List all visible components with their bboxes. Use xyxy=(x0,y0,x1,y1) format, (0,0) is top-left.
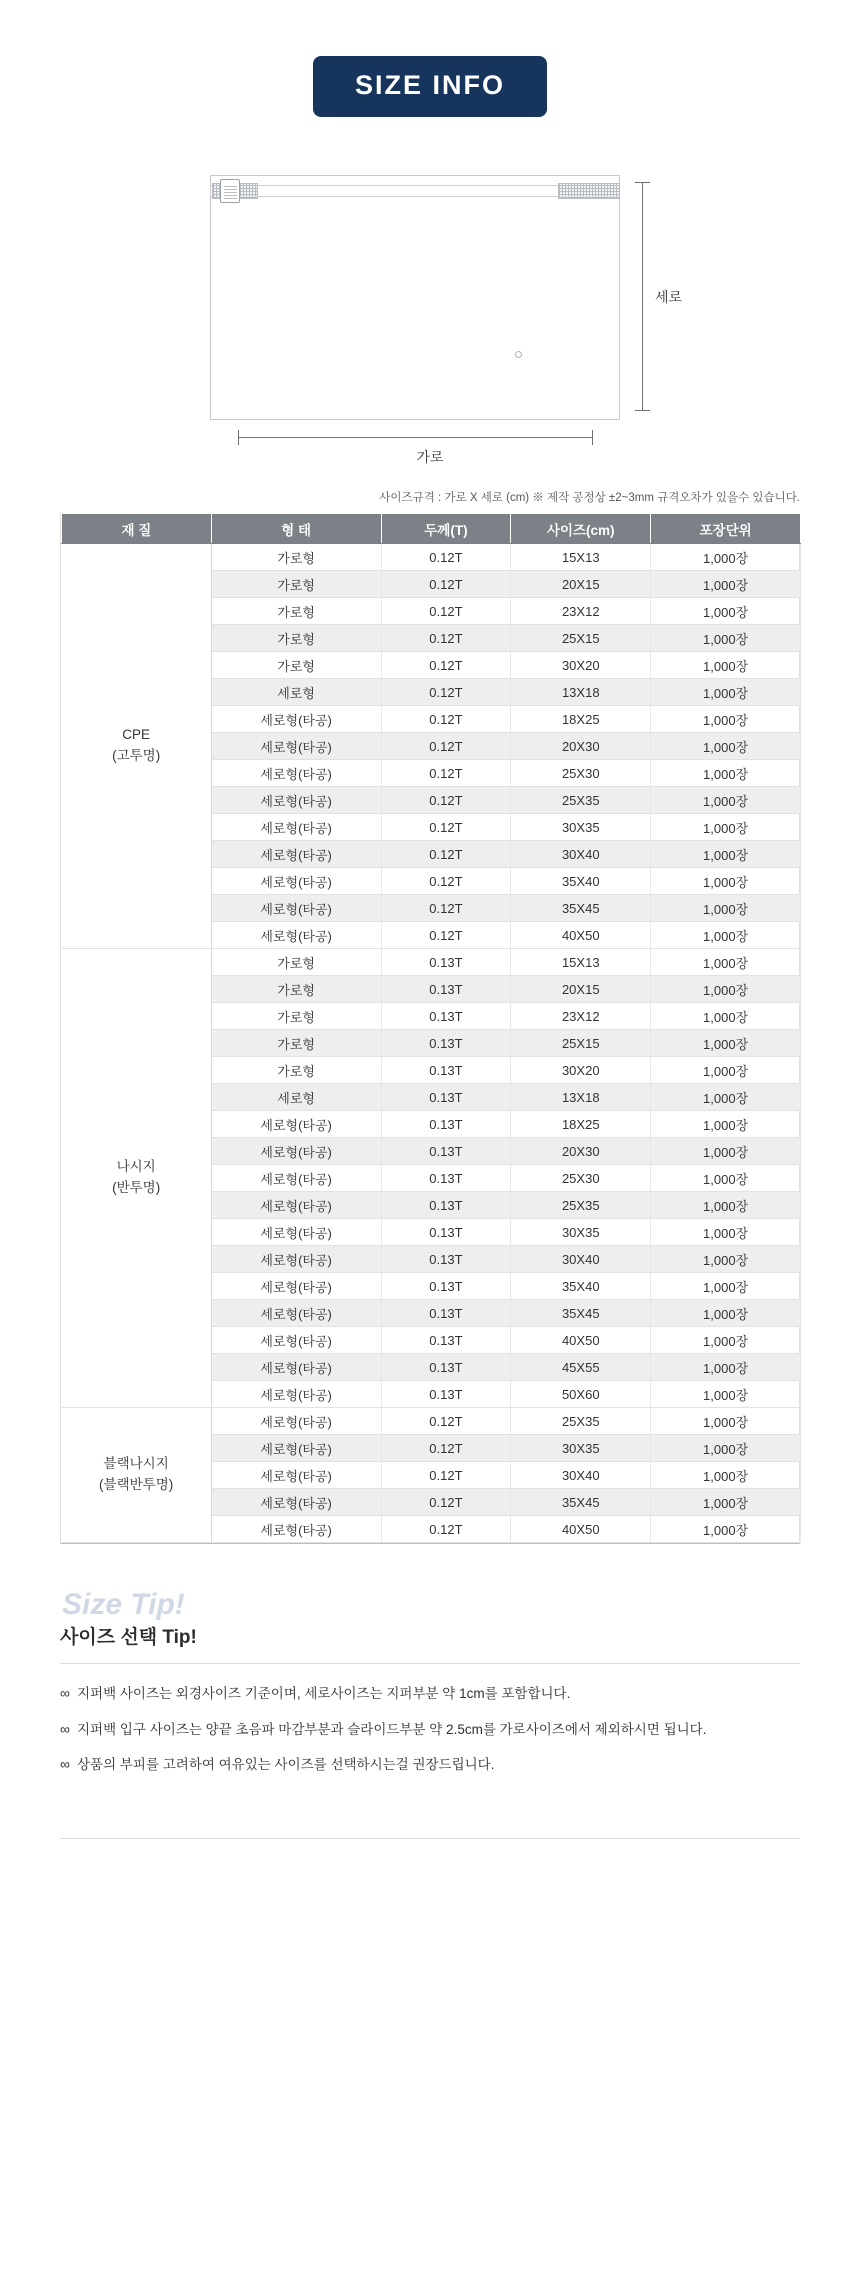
cell-thickness: 0.12T xyxy=(381,1435,511,1462)
cell-shape: 가로형 xyxy=(211,1057,381,1084)
table-row xyxy=(62,949,801,976)
cell-size: 40X50 xyxy=(511,1516,651,1543)
material-subname: (고투명) xyxy=(112,748,161,763)
cell-shape: 세로형(타공) xyxy=(211,1192,381,1219)
tip-item-text: 지퍼백 입구 사이즈는 양끝 초음파 마감부분과 슬라이드부분 약 2.5cm를 가로사이즈에서 제외하시면 됩니다. xyxy=(76,1721,707,1737)
cell-pack: 1,000장 xyxy=(651,679,801,706)
cell-shape: 세로형(타공) xyxy=(211,814,381,841)
size-note: 사이즈규격 : 가로 X 세로 (cm) ※ 제작 공정상 ±2~3mm 규격오차가 있을수 있습니다. xyxy=(379,492,800,504)
cell-shape: 가로형 xyxy=(211,1030,381,1057)
table-row xyxy=(62,1408,801,1435)
cell-pack: 1,000장 xyxy=(651,787,801,814)
cell-size: 15X13 xyxy=(511,949,651,976)
cell-pack: 1,000장 xyxy=(651,814,801,841)
cell-pack: 1,000장 xyxy=(651,706,801,733)
size-table xyxy=(61,513,801,1543)
cell-size: 35X45 xyxy=(511,895,651,922)
cell-size: 40X50 xyxy=(511,1327,651,1354)
tip-title: 사이즈 선택 Tip! xyxy=(60,1627,197,1648)
horizontal-dimension-label: 가로 xyxy=(416,449,444,465)
cell-size: 45X55 xyxy=(511,1354,651,1381)
cell-shape: 세로형(타공) xyxy=(211,1462,381,1489)
cell-thickness: 0.12T xyxy=(381,922,511,949)
tip-item xyxy=(60,1682,800,1705)
cell-size: 13X18 xyxy=(511,1084,651,1111)
cell-size: 25X30 xyxy=(511,1165,651,1192)
cell-size: 35X45 xyxy=(511,1489,651,1516)
cell-pack: 1,000장 xyxy=(651,625,801,652)
cell-thickness: 0.13T xyxy=(381,1057,511,1084)
col-shape: 형 태 xyxy=(211,514,381,544)
cell-size: 35X40 xyxy=(511,868,651,895)
zipper-slider-icon xyxy=(220,179,240,203)
cell-pack: 1,000장 xyxy=(651,1489,801,1516)
cell-thickness: 0.13T xyxy=(381,1381,511,1408)
cell-shape: 세로형(타공) xyxy=(211,1111,381,1138)
cell-shape: 세로형 xyxy=(211,1084,381,1111)
cell-size: 30X40 xyxy=(511,1462,651,1489)
cell-shape: 세로형(타공) xyxy=(211,1435,381,1462)
cell-material xyxy=(62,544,212,949)
cell-size: 20X30 xyxy=(511,1138,651,1165)
tip-item xyxy=(60,1718,800,1741)
infinity-bullet-icon: ∞ xyxy=(60,1685,70,1701)
cell-shape: 세로형(타공) xyxy=(211,922,381,949)
cell-material xyxy=(62,1408,212,1543)
zipper-hatch-right-icon xyxy=(558,183,620,199)
cell-shape: 가로형 xyxy=(211,625,381,652)
cell-thickness: 0.12T xyxy=(381,625,511,652)
cell-thickness: 0.12T xyxy=(381,1489,511,1516)
infinity-bullet-icon: ∞ xyxy=(60,1720,70,1737)
material-name: CPE xyxy=(122,727,151,743)
cell-thickness: 0.12T xyxy=(381,868,511,895)
cell-size: 35X40 xyxy=(511,1273,651,1300)
cell-size: 30X20 xyxy=(511,1057,651,1084)
cell-shape: 세로형(타공) xyxy=(211,1273,381,1300)
cell-thickness: 0.12T xyxy=(381,760,511,787)
cell-thickness: 0.13T xyxy=(381,1030,511,1057)
cell-size: 30X40 xyxy=(511,841,651,868)
cell-size: 25X35 xyxy=(511,787,651,814)
cell-size: 30X35 xyxy=(511,1219,651,1246)
cell-thickness: 0.13T xyxy=(381,1327,511,1354)
cell-pack: 1,000장 xyxy=(651,1084,801,1111)
cell-size: 20X15 xyxy=(511,976,651,1003)
cell-pack: 1,000장 xyxy=(651,1273,801,1300)
cell-size: 30X40 xyxy=(511,1246,651,1273)
cell-pack: 1,000장 xyxy=(651,1138,801,1165)
cell-pack: 1,000장 xyxy=(651,1408,801,1435)
page-header xyxy=(0,56,860,117)
cell-shape: 가로형 xyxy=(211,571,381,598)
cell-pack: 1,000장 xyxy=(651,895,801,922)
page-title: SIZE INFO xyxy=(313,56,547,117)
cell-shape: 가로형 xyxy=(211,1003,381,1030)
cell-size: 30X20 xyxy=(511,652,651,679)
cell-pack: 1,000장 xyxy=(651,868,801,895)
cell-size: 25X35 xyxy=(511,1192,651,1219)
cell-pack: 1,000장 xyxy=(651,1354,801,1381)
cell-thickness: 0.12T xyxy=(381,1516,511,1543)
material-name: 블랙나시지 xyxy=(103,1456,169,1472)
cell-size: 25X15 xyxy=(511,1030,651,1057)
cell-pack: 1,000장 xyxy=(651,1219,801,1246)
cell-thickness: 0.12T xyxy=(381,841,511,868)
cell-size: 20X15 xyxy=(511,571,651,598)
cell-shape: 세로형(타공) xyxy=(211,868,381,895)
cell-size: 23X12 xyxy=(511,598,651,625)
cell-pack: 1,000장 xyxy=(651,1300,801,1327)
cell-thickness: 0.13T xyxy=(381,1192,511,1219)
size-table-wrapper xyxy=(60,513,800,1544)
cell-pack: 1,000장 xyxy=(651,1057,801,1084)
cell-shape: 세로형(타공) xyxy=(211,1327,381,1354)
cell-pack: 1,000장 xyxy=(651,760,801,787)
cell-pack: 1,000장 xyxy=(651,1516,801,1543)
cell-thickness: 0.13T xyxy=(381,1273,511,1300)
tip-divider xyxy=(60,1663,800,1664)
cell-shape: 세로형(타공) xyxy=(211,1408,381,1435)
tip-ghost-label: Size Tip! xyxy=(62,1588,185,1621)
cell-shape: 세로형(타공) xyxy=(211,760,381,787)
col-pack: 포장단위 xyxy=(651,514,801,544)
cell-size: 23X12 xyxy=(511,1003,651,1030)
cell-shape: 세로형(타공) xyxy=(211,895,381,922)
cell-material xyxy=(62,949,212,1408)
cell-shape: 세로형(타공) xyxy=(211,1246,381,1273)
cell-size: 15X13 xyxy=(511,544,651,571)
cell-shape: 세로형(타공) xyxy=(211,1489,381,1516)
cell-pack: 1,000장 xyxy=(651,1030,801,1057)
cell-shape: 세로형(타공) xyxy=(211,1138,381,1165)
cell-thickness: 0.13T xyxy=(381,1003,511,1030)
cell-shape: 세로형(타공) xyxy=(211,841,381,868)
cell-shape: 세로형(타공) xyxy=(211,1516,381,1543)
cell-thickness: 0.13T xyxy=(381,1165,511,1192)
cell-pack: 1,000장 xyxy=(651,841,801,868)
cell-thickness: 0.12T xyxy=(381,706,511,733)
cell-pack: 1,000장 xyxy=(651,1462,801,1489)
cell-size: 50X60 xyxy=(511,1381,651,1408)
cell-size: 30X35 xyxy=(511,814,651,841)
cell-thickness: 0.12T xyxy=(381,787,511,814)
cell-pack: 1,000장 xyxy=(651,1381,801,1408)
cell-thickness: 0.12T xyxy=(381,679,511,706)
cell-size: 25X35 xyxy=(511,1408,651,1435)
col-material: 재 질 xyxy=(62,514,212,544)
cell-pack: 1,000장 xyxy=(651,598,801,625)
vertical-dimension-label: 세로 xyxy=(655,289,683,305)
tip-item-text: 지퍼백 사이즈는 외경사이즈 기준이며, 세로사이즈는 지퍼부분 약 1cm를 포함합니다. xyxy=(76,1686,571,1701)
cell-size: 18X25 xyxy=(511,706,651,733)
cell-pack: 1,000장 xyxy=(651,544,801,571)
cell-pack: 1,000장 xyxy=(651,1192,801,1219)
cell-shape: 세로형(타공) xyxy=(211,733,381,760)
col-size: 사이즈(cm) xyxy=(511,514,651,544)
infinity-bullet-icon: ∞ xyxy=(60,1756,70,1773)
cell-pack: 1,000장 xyxy=(651,1246,801,1273)
table-header-row xyxy=(62,514,801,544)
cell-shape: 가로형 xyxy=(211,544,381,571)
cell-size: 13X18 xyxy=(511,679,651,706)
cell-pack: 1,000장 xyxy=(651,652,801,679)
bottom-divider xyxy=(60,1838,800,1839)
cell-shape: 세로형(타공) xyxy=(211,1300,381,1327)
cell-thickness: 0.12T xyxy=(381,814,511,841)
cell-pack: 1,000장 xyxy=(651,1327,801,1354)
cell-pack: 1,000장 xyxy=(651,922,801,949)
cell-thickness: 0.13T xyxy=(381,1300,511,1327)
cell-thickness: 0.13T xyxy=(381,1219,511,1246)
cell-thickness: 0.12T xyxy=(381,895,511,922)
cell-pack: 1,000장 xyxy=(651,1003,801,1030)
cell-pack: 1,000장 xyxy=(651,1435,801,1462)
cell-pack: 1,000장 xyxy=(651,949,801,976)
cell-pack: 1,000장 xyxy=(651,1165,801,1192)
air-hole-icon xyxy=(515,351,522,358)
cell-shape: 세로형(타공) xyxy=(211,706,381,733)
cell-size: 18X25 xyxy=(511,1111,651,1138)
cell-shape: 가로형 xyxy=(211,598,381,625)
cell-size: 25X15 xyxy=(511,625,651,652)
cell-thickness: 0.13T xyxy=(381,1138,511,1165)
cell-thickness: 0.13T xyxy=(381,949,511,976)
cell-shape: 가로형 xyxy=(211,949,381,976)
cell-size: 25X30 xyxy=(511,760,651,787)
cell-thickness: 0.12T xyxy=(381,733,511,760)
cell-shape: 세로형(타공) xyxy=(211,1219,381,1246)
cell-thickness: 0.12T xyxy=(381,1462,511,1489)
cell-size: 40X50 xyxy=(511,922,651,949)
cell-pack: 1,000장 xyxy=(651,733,801,760)
horizontal-dimension-line xyxy=(238,437,593,438)
cell-size: 20X30 xyxy=(511,733,651,760)
vertical-dimension-line xyxy=(642,182,643,411)
tip-item xyxy=(60,1753,800,1776)
tip-item-text: 상품의 부피를 고려하여 여유있는 사이즈를 선택하시는걸 권장드립니다. xyxy=(76,1757,495,1773)
cell-thickness: 0.13T xyxy=(381,1354,511,1381)
cell-thickness: 0.12T xyxy=(381,544,511,571)
cell-thickness: 0.13T xyxy=(381,1111,511,1138)
cell-pack: 1,000장 xyxy=(651,1111,801,1138)
cell-shape: 가로형 xyxy=(211,976,381,1003)
material-subname: (블랙반투명) xyxy=(99,1477,174,1492)
cell-pack: 1,000장 xyxy=(651,976,801,1003)
cell-size: 30X35 xyxy=(511,1435,651,1462)
cell-size: 35X45 xyxy=(511,1300,651,1327)
cell-shape: 세로형(타공) xyxy=(211,1381,381,1408)
tip-list xyxy=(60,1682,800,1776)
cell-shape: 세로형 xyxy=(211,679,381,706)
material-name: 나시지 xyxy=(116,1159,156,1175)
cell-shape: 세로형(타공) xyxy=(211,1165,381,1192)
cell-pack: 1,000장 xyxy=(651,571,801,598)
cell-thickness: 0.12T xyxy=(381,1408,511,1435)
cell-shape: 세로형(타공) xyxy=(211,787,381,814)
cell-thickness: 0.12T xyxy=(381,598,511,625)
tip-section xyxy=(60,1588,800,1776)
cell-thickness: 0.13T xyxy=(381,976,511,1003)
cell-shape: 가로형 xyxy=(211,652,381,679)
col-thickness: 두께(T) xyxy=(381,514,511,544)
cell-thickness: 0.12T xyxy=(381,652,511,679)
table-row xyxy=(62,544,801,571)
bag-body xyxy=(210,175,620,420)
cell-thickness: 0.13T xyxy=(381,1246,511,1273)
cell-thickness: 0.13T xyxy=(381,1084,511,1111)
cell-shape: 세로형(타공) xyxy=(211,1354,381,1381)
bag-diagram xyxy=(150,175,710,465)
material-subname: (반투명) xyxy=(112,1180,161,1195)
cell-thickness: 0.12T xyxy=(381,571,511,598)
